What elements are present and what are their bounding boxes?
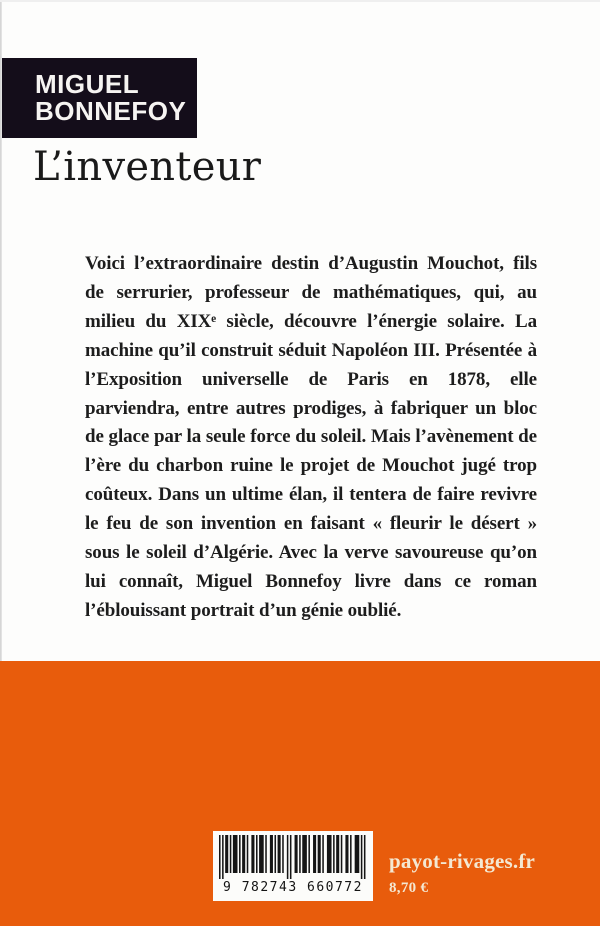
barcode [213,831,373,901]
author-first-name: MIGUEL [35,69,140,99]
book-title: L’inventeur [33,144,262,190]
synopsis-text: Voici l’extraordinaire destin d’Augustin Mouchot, fils de serrurier, professeur de mathématiques, qui, au milieu du XIXᵉ siècle, découvre l’énergie solaire. La machine qu’il construit séduit Napoléon III. Présentée à l’Exposition universelle de Paris en 1878, elle parviendra, entre autres prodiges, à fabriquer un bloc de glace par la seule force du soleil. Mais l’avènement de l’ère du charbon ruine le projet de Mouchot jugé trop coûteux. Dans un ultime élan, il tentera de faire revivre le feu de son invention en faisant « fleurir le désert » sous le soleil d’Algérie. Avec la verve savoureuse qu’on lui connaît, Miguel Bonnefoy livre dans ce roman l’éblouissant portrait d’un génie oublié. [85,253,537,621]
author-name-box [2,58,197,138]
barcode-bars-icon [219,835,367,879]
page-top-edge [0,0,600,2]
author-last-name: BONNEFOY [35,96,187,126]
barcode-number: 9 782743 660772 [223,880,363,895]
price: 8,70 € [389,880,429,896]
publisher-color-band [0,661,600,926]
publisher-website: payot-rivages.fr [389,849,536,873]
